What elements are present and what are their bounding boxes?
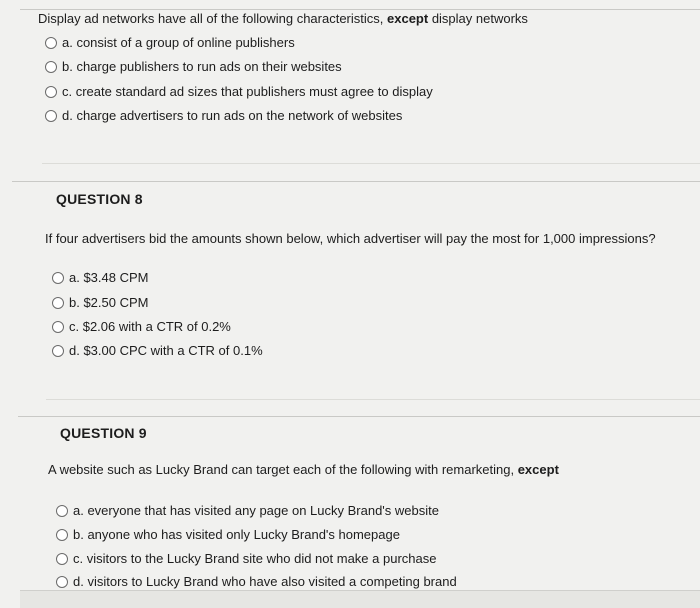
question-8-option-a[interactable]: [52, 270, 149, 285]
question-8-heading: QUESTION 8: [56, 191, 143, 207]
question-divider: [12, 181, 700, 182]
radio-button[interactable]: [56, 505, 68, 517]
option-label: b. charge publishers to run ads on their websites: [62, 59, 342, 74]
option-label: a. $3.48 CPM: [69, 270, 149, 285]
next-question-panel: [20, 590, 700, 608]
radio-button[interactable]: [45, 86, 57, 98]
radio-button[interactable]: [56, 529, 68, 541]
question-7-text-post: display networks: [428, 11, 528, 26]
question-9-option-a[interactable]: [56, 503, 439, 518]
radio-button[interactable]: [52, 297, 64, 309]
option-label: a. consist of a group of online publishers: [62, 35, 295, 50]
radio-button[interactable]: [45, 61, 57, 73]
question-8-text: If four advertisers bid the amounts shown below, which advertiser will pay the most for 1,000 impressions?: [45, 231, 656, 246]
question-8-option-b[interactable]: [52, 295, 149, 310]
question-9-heading: QUESTION 9: [60, 425, 147, 441]
question-7-answer-separator: [42, 163, 700, 164]
question-7-text-bold: except: [387, 11, 429, 26]
radio-button[interactable]: [45, 110, 57, 122]
option-label: c. visitors to the Lucky Brand site who did not make a purchase: [73, 551, 437, 566]
question-7-text-pre: Display ad networks have all of the following characteristics,: [38, 11, 387, 26]
question-9-option-b[interactable]: [56, 527, 400, 542]
question-7-option-b[interactable]: [45, 59, 342, 74]
option-label: b. $2.50 CPM: [69, 295, 149, 310]
question-7-option-a[interactable]: [45, 35, 295, 50]
radio-button[interactable]: [52, 345, 64, 357]
option-label: a. everyone that has visited any page on Lucky Brand's website: [73, 503, 439, 518]
option-label: d. charge advertisers to run ads on the network of websites: [62, 108, 403, 123]
radio-button[interactable]: [52, 272, 64, 284]
top-divider: [20, 9, 700, 10]
radio-button[interactable]: [52, 321, 64, 333]
question-8-option-c[interactable]: [52, 319, 231, 334]
question-divider: [18, 416, 700, 417]
question-8-option-d[interactable]: [52, 343, 263, 358]
question-7-option-d[interactable]: [45, 108, 402, 123]
question-9-option-d[interactable]: [56, 574, 457, 589]
question-8-answer-separator: [46, 399, 700, 400]
radio-button[interactable]: [56, 553, 68, 565]
radio-button[interactable]: [45, 37, 57, 49]
question-7-text: [38, 11, 528, 26]
option-label: c. create standard ad sizes that publishers must agree to display: [62, 84, 433, 99]
question-9-text-pre: A website such as Lucky Brand can target each of the following with remarketing,: [48, 462, 518, 477]
option-label: b. anyone who has visited only Lucky Brand's homepage: [73, 527, 400, 542]
option-label: c. $2.06 with a CTR of 0.2%: [69, 319, 231, 334]
question-9-text: [48, 462, 559, 477]
question-7-option-c[interactable]: [45, 84, 433, 99]
radio-button[interactable]: [56, 576, 68, 588]
question-9-text-bold: except: [517, 462, 559, 477]
option-label: d. visitors to Lucky Brand who have also visited a competing brand: [73, 574, 457, 589]
question-9-option-c[interactable]: [56, 551, 436, 566]
option-label: d. $3.00 CPC with a CTR of 0.1%: [69, 343, 263, 358]
